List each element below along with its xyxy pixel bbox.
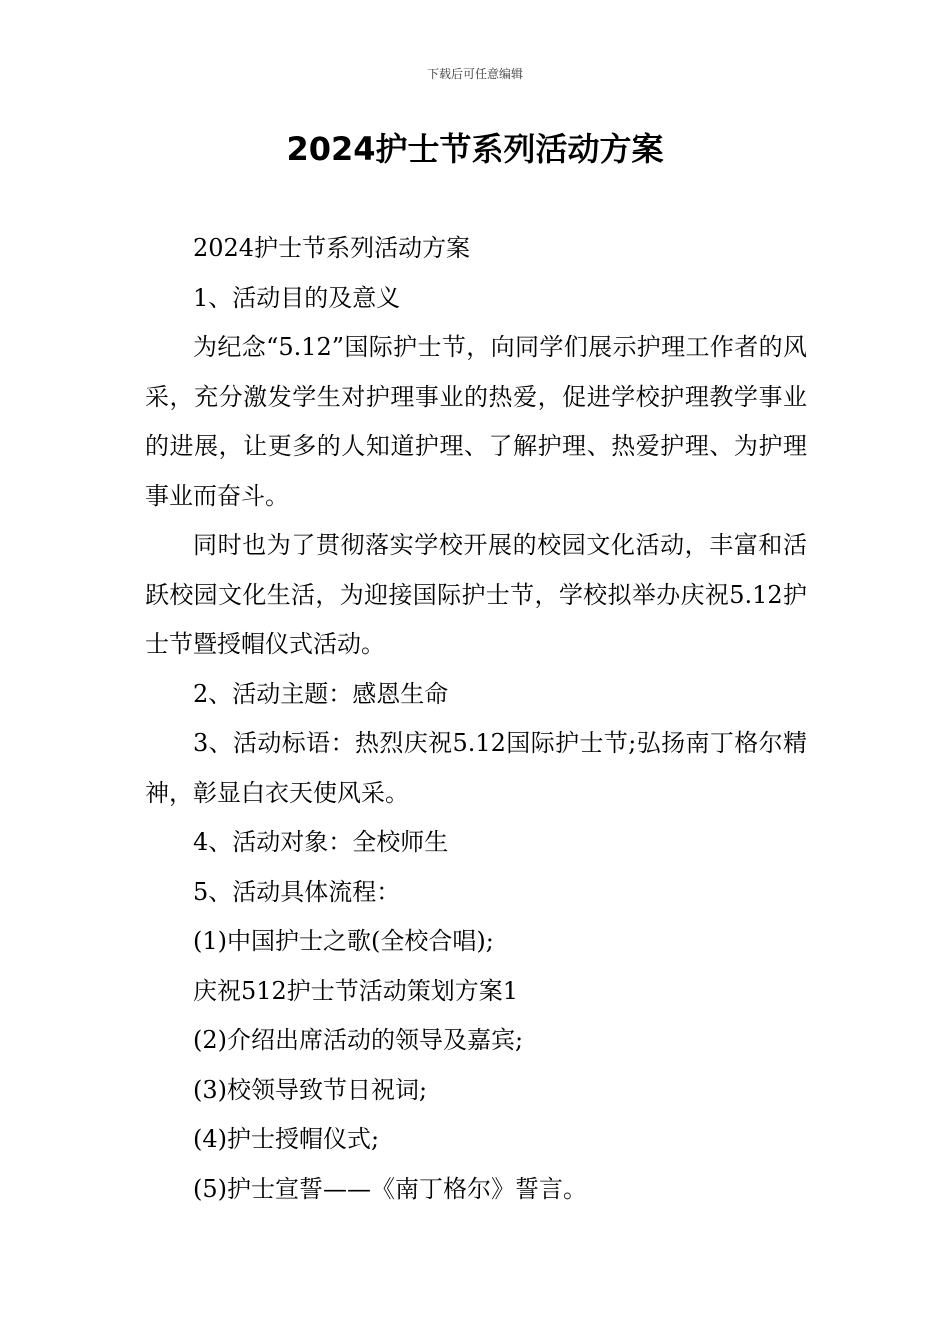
paragraph-slogan: 3、活动标语：热烈庆祝5.12国际护士节;弘扬南丁格尔精神，彰显白衣天使风采。 bbox=[145, 729, 807, 807]
paragraph-culture: 同时也为了贯彻落实学校开展的校园文化活动，丰富和活跃校园文化生活，为迎接国际护士节，学校拟举办庆祝5.12护士节暨授帽仪式活动。 bbox=[145, 531, 807, 658]
list-item-step-3: (3)校领导致节日祝词; bbox=[193, 1075, 428, 1104]
header-note: 下载后可任意编辑 bbox=[426, 67, 523, 81]
paragraph-process-heading: 5、活动具体流程： bbox=[193, 877, 401, 906]
paragraph-purpose: 为纪念“5.12”国际护士节，向同学们展示护理工作者的风采，充分激发学生对护理事业的热爱，促进学校护理教学事业的进展，让更多的人知道护理、了解护理、热爱护理、为护理事业而奋斗。 bbox=[145, 333, 807, 510]
list-item-step-4: (4)护士授帽仪式; bbox=[193, 1125, 380, 1153]
paragraph-audience: 4、活动对象：全校师生 bbox=[193, 828, 449, 856]
paragraph-section-1-heading: 1、活动目的及意义 bbox=[193, 283, 401, 312]
document-title: 2024护士节系列活动方案 bbox=[286, 130, 664, 168]
list-item-step-1: (1)中国护士之歌(全校合唱); bbox=[193, 927, 494, 955]
list-item-step-2: (2)介绍出席活动的领导及嘉宾; bbox=[193, 1026, 524, 1054]
paragraph-subtitle: 2024护士节系列活动方案 bbox=[193, 234, 471, 262]
document-body bbox=[145, 224, 807, 1214]
paragraph-plan-note: 庆祝512护士节活动策划方案1 bbox=[193, 976, 519, 1005]
list-item-step-5: (5)护士宣誓——《南丁格尔》誓言。 bbox=[193, 1174, 587, 1203]
paragraph-theme: 2、活动主题：感恩生命 bbox=[193, 679, 449, 708]
